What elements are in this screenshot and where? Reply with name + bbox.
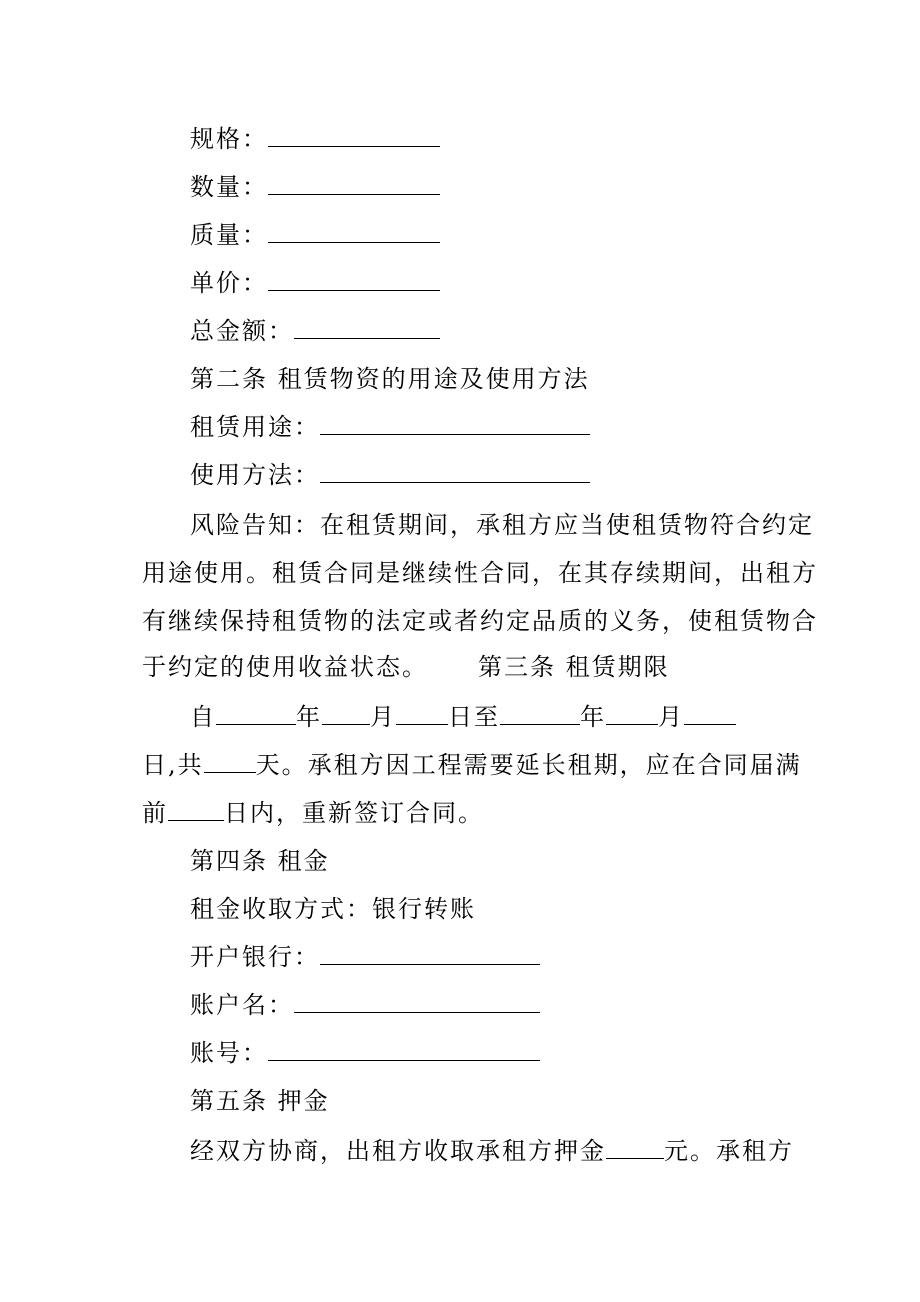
spec-label: 规格：: [190, 125, 268, 153]
unit-price-label: 单价：: [190, 269, 268, 297]
start-day-blank[interactable]: [396, 700, 448, 725]
risk-notice-line-4: 于约定的使用收益状态。: [142, 653, 428, 681]
spec-blank[interactable]: [268, 122, 440, 147]
end-day-blank[interactable]: [684, 700, 736, 725]
article-3-title: 第三条 租赁期限: [478, 653, 670, 681]
quality-field-row: [190, 218, 440, 252]
rent-payment-method: 租金收取方式：银行转账: [190, 895, 476, 923]
purpose-blank[interactable]: [320, 410, 590, 435]
deposit-text-a: 经双方协商，出租方收取承租方押金: [190, 1137, 606, 1165]
quality-label: 质量：: [190, 221, 268, 249]
bank-label: 开户银行：: [190, 943, 320, 971]
deposit-amount-blank[interactable]: [606, 1134, 664, 1159]
term-from-text: 自: [190, 703, 216, 731]
deposit-line: [190, 1134, 794, 1168]
term-year-text: 年: [296, 703, 322, 731]
unit-price-field-row: [190, 266, 440, 300]
risk-notice-line-1: 风险告知：在租赁期间，承租方应当使租赁物符合约定: [190, 511, 814, 539]
article-4-title: 第四条 租金: [190, 847, 330, 875]
start-month-blank[interactable]: [322, 700, 370, 725]
start-year-blank[interactable]: [216, 700, 296, 725]
method-label: 使用方法：: [190, 461, 320, 489]
quantity-field-row: [190, 170, 440, 204]
end-year-blank[interactable]: [500, 700, 580, 725]
term-month-text: 月: [370, 703, 396, 731]
spec-field-row: [190, 122, 440, 156]
purpose-label: 租赁用途：: [190, 413, 320, 441]
bank-blank[interactable]: [320, 940, 540, 965]
end-month-blank[interactable]: [606, 700, 658, 725]
lease-term-line-3: [142, 796, 782, 830]
account-name-label: 账户名：: [190, 991, 294, 1019]
unit-price-blank[interactable]: [268, 266, 440, 291]
article-2-title: 第二条 租赁物资的用途及使用方法: [190, 365, 590, 393]
method-field-row: [190, 458, 590, 492]
quantity-blank[interactable]: [268, 170, 440, 195]
account-no-label: 账号：: [190, 1039, 268, 1067]
account-name-field-row: [190, 988, 540, 1022]
total-amount-blank[interactable]: [294, 314, 440, 339]
quantity-label: 数量：: [190, 173, 268, 201]
term-day-total-text: 日,共: [142, 751, 204, 779]
account-name-blank[interactable]: [294, 988, 540, 1013]
risk-notice-line-2: 用途使用。租赁合同是继续性合同，在其存续期间，出租方: [142, 559, 818, 587]
total-days-blank[interactable]: [204, 748, 256, 773]
purpose-field-row: [190, 410, 590, 444]
term-extension-text: 天。承租方因工程需要延长租期，应在合同届满: [255, 751, 802, 779]
term-month2-text: 月: [658, 703, 684, 731]
quality-blank[interactable]: [268, 218, 440, 243]
risk-notice-line-3: 有继续保持租赁物的法定或者约定品质的义务，使租赁物合: [142, 607, 818, 635]
risk-notice-line-4-row: [142, 650, 782, 684]
deposit-text-b: 元。承租方: [664, 1137, 794, 1165]
lease-term-line-1: [190, 700, 736, 734]
method-blank[interactable]: [320, 458, 590, 483]
bank-field-row: [190, 940, 540, 974]
term-before-text: 前: [142, 799, 168, 827]
total-amount-label: 总金额：: [190, 317, 294, 345]
account-no-field-row: [190, 1036, 540, 1070]
term-renew-text: 日内，重新签订合同。: [224, 799, 484, 827]
article-5-title: 第五条 押金: [190, 1087, 330, 1115]
total-amount-field-row: [190, 314, 440, 348]
lease-term-line-2: [142, 748, 802, 782]
term-year2-text: 年: [580, 703, 606, 731]
term-day-to-text: 日至: [448, 703, 500, 731]
account-no-blank[interactable]: [268, 1036, 540, 1061]
renew-days-blank[interactable]: [168, 796, 224, 821]
